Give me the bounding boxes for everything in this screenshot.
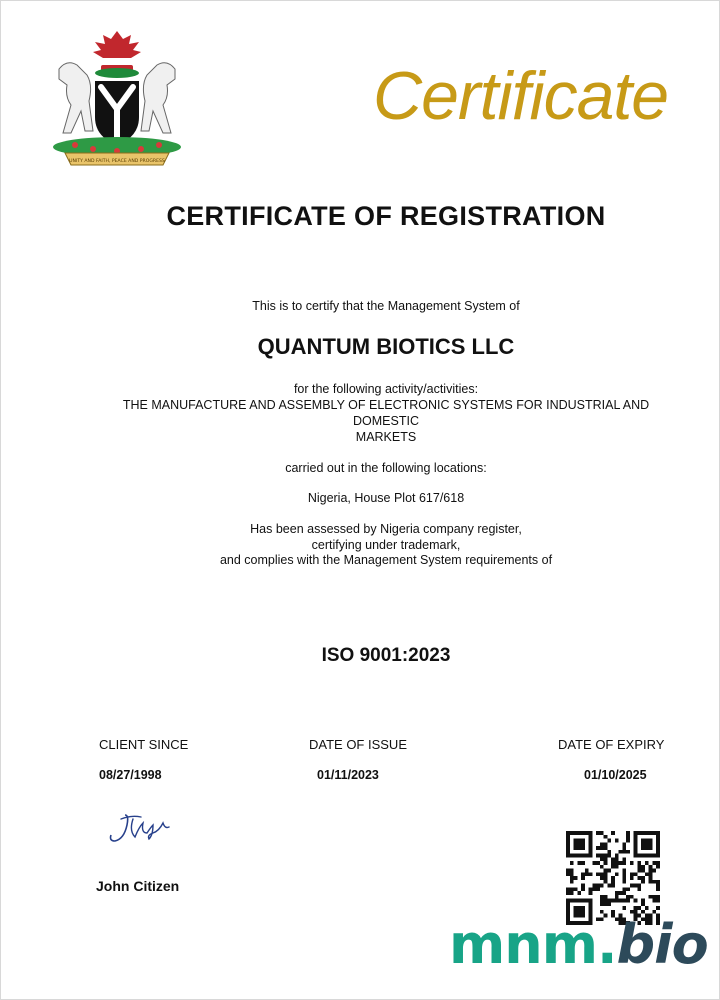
iso-standard: ISO 9001:2023 <box>321 645 451 666</box>
coat-of-arms-emblem <box>35 29 199 171</box>
signature-image <box>107 809 177 851</box>
client-since-label: CLIENT SINCE <box>99 737 189 752</box>
certificate-title: CERTIFICATE OF REGISTRATION <box>166 201 606 231</box>
certify-intro: This is to certify that the Management System of <box>252 299 520 313</box>
date-of-expiry-value: 01/10/2025 <box>584 768 647 782</box>
company-name: QUANTUM BIOTICS LLC <box>257 334 515 359</box>
client-since-value: 08/27/1998 <box>99 768 162 782</box>
crest-motto: UNITY AND FAITH, PEACE AND PROGRESS <box>69 159 165 164</box>
activity-line-2: DOMESTIC <box>353 414 419 428</box>
location-text: Nigeria, House Plot 617/618 <box>307 491 465 505</box>
date-of-expiry-label: DATE OF EXPIRY <box>558 737 665 752</box>
qr-code <box>566 831 660 925</box>
activity-line-1: THE MANUFACTURE AND ASSEMBLY OF ELECTRONIC SYSTEMS FOR INDUSTRIAL AND <box>122 398 650 412</box>
mnm-bio-watermark <box>449 913 708 976</box>
assessed-line-1: Has been assessed by Nigeria company register, <box>250 522 522 536</box>
certificate-brand-word: Certificate <box>373 58 669 134</box>
watermark-part-1: mnm. <box>449 913 617 976</box>
date-of-issue-label: DATE OF ISSUE <box>309 737 407 752</box>
watermark-part-2: bio <box>616 913 708 976</box>
assessed-line-2: certifying under trademark, <box>311 538 461 552</box>
signer-name: John Citizen <box>96 878 180 894</box>
locations-intro: carried out in the following locations: <box>285 461 487 475</box>
assessed-line-3: and complies with the Management System requirements of <box>219 553 553 567</box>
activity-line-3: MARKETS <box>355 430 417 444</box>
date-of-issue-value: 01/11/2023 <box>317 768 379 782</box>
activity-intro: for the following activity/activities: <box>293 382 479 396</box>
